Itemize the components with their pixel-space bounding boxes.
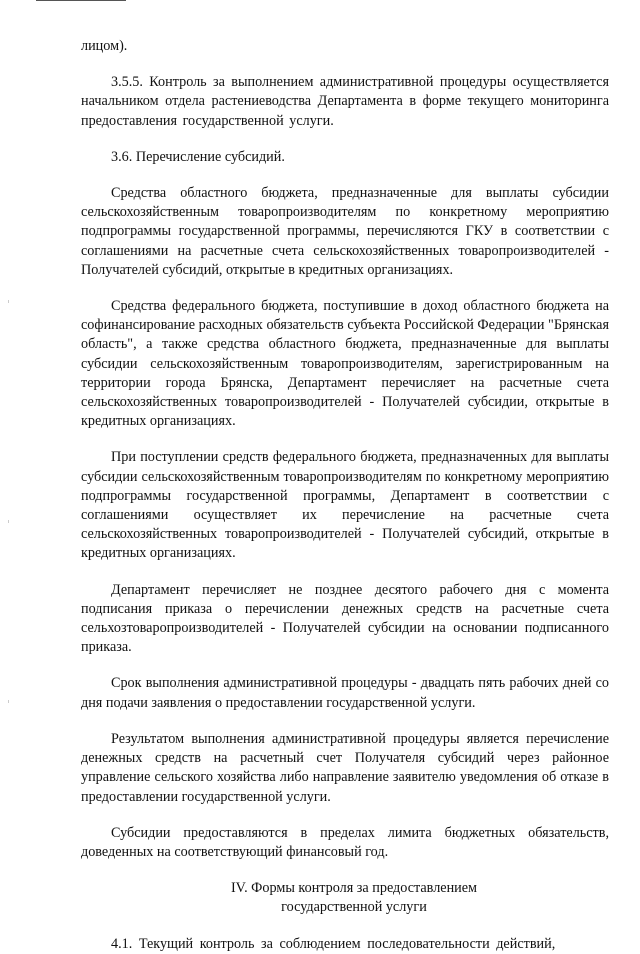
paragraph-federal-receipt: При поступлении средств федерального бюджета, предназначенных для выплаты субсидии сельскохозяйственным товаропроизводителям по конкретному мероприятию подпрограммы государственной программы, Департамент в соответствии с соглашениями осуществляет их перечисление на расчетные счета сельскохозяйственных товаропроизводителей - Получателей субсидий, открытые в кредитных организациях. (81, 449, 609, 562)
paragraph-4-1: 4.1. Текущий контроль за соблюдением последовательности действий, (111, 935, 556, 952)
scan-margin-mark (8, 520, 9, 523)
section-heading-line-2: государственной услуги (281, 899, 427, 916)
page-top-rule (36, 0, 126, 1)
scan-margin-mark (8, 700, 9, 703)
paragraph-continuation: лицом). (81, 38, 128, 54)
subsection-heading-3-6: 3.6. Перечисление субсидий. (111, 148, 285, 165)
paragraph-subsidy-limits: Субсидии предоставляются в пределах лимита бюджетных обязательств, доведенных на соответствующий финансовый год. (81, 824, 609, 860)
paragraph-3-5-5: 3.5.5. Контроль за выполнением административной процедуры осуществляется начальником отдела растениеводства Департамента в форме текущего мониторинга предоставления государственной услуги. (81, 74, 609, 129)
paragraph-regional-budget: Средства областного бюджета, предназначенные для выплаты субсидии сельскохозяйственным товаропроизводителям по конкретному мероприятию подпрограммы государственной программы, перечисляются ГКУ в соответствии с соглашениями на расчетные счета сельскохозяйственных товаропроизводителей - Получателей субсидий, открытые в кредитных организациях. (81, 185, 609, 278)
section-heading-line-1: IV. Формы контроля за предоставлением (230, 880, 478, 897)
paragraph-transfer-deadline: Департамент перечисляет не позднее десятого рабочего дня с момента подписания приказа о перечислении денежных средств на расчетные счета сельхозтоваропроизводителей - Получателей субсидии на основании подписанного приказа. (81, 581, 609, 656)
paragraph-procedure-term: Срок выполнения административной процедуры - двадцать пять рабочих дней со дня подачи заявления о предоставлении государственной услуги. (81, 675, 609, 711)
document-body (81, 37, 609, 954)
paragraph-procedure-result: Результатом выполнения административной процедуры является перечисление денежных средств на расчетный счет Получателя субсидий через районное управление сельского хозяйства либо направление заявителю уведомления об отказе в предоставлении государственной услуги. (81, 730, 609, 805)
scan-margin-mark (8, 300, 9, 303)
paragraph-federal-budget: Средства федерального бюджета, поступившие в доход областного бюджета на софинансирование расходных обязательств субъекта Российской Федерации "Брянская область", а также средства областного бюджета, предназначенные для выплаты субсидии сельскохозяйственным товаропроизводителям, зарегистрированным на территории города Брянска, Департамент перечисляет на расчетные счета сельскохозяйственных товаропроизводителей - Получателей субсидии, открытые в кредитных организациях. (81, 298, 609, 430)
section-heading-iv (81, 879, 609, 917)
